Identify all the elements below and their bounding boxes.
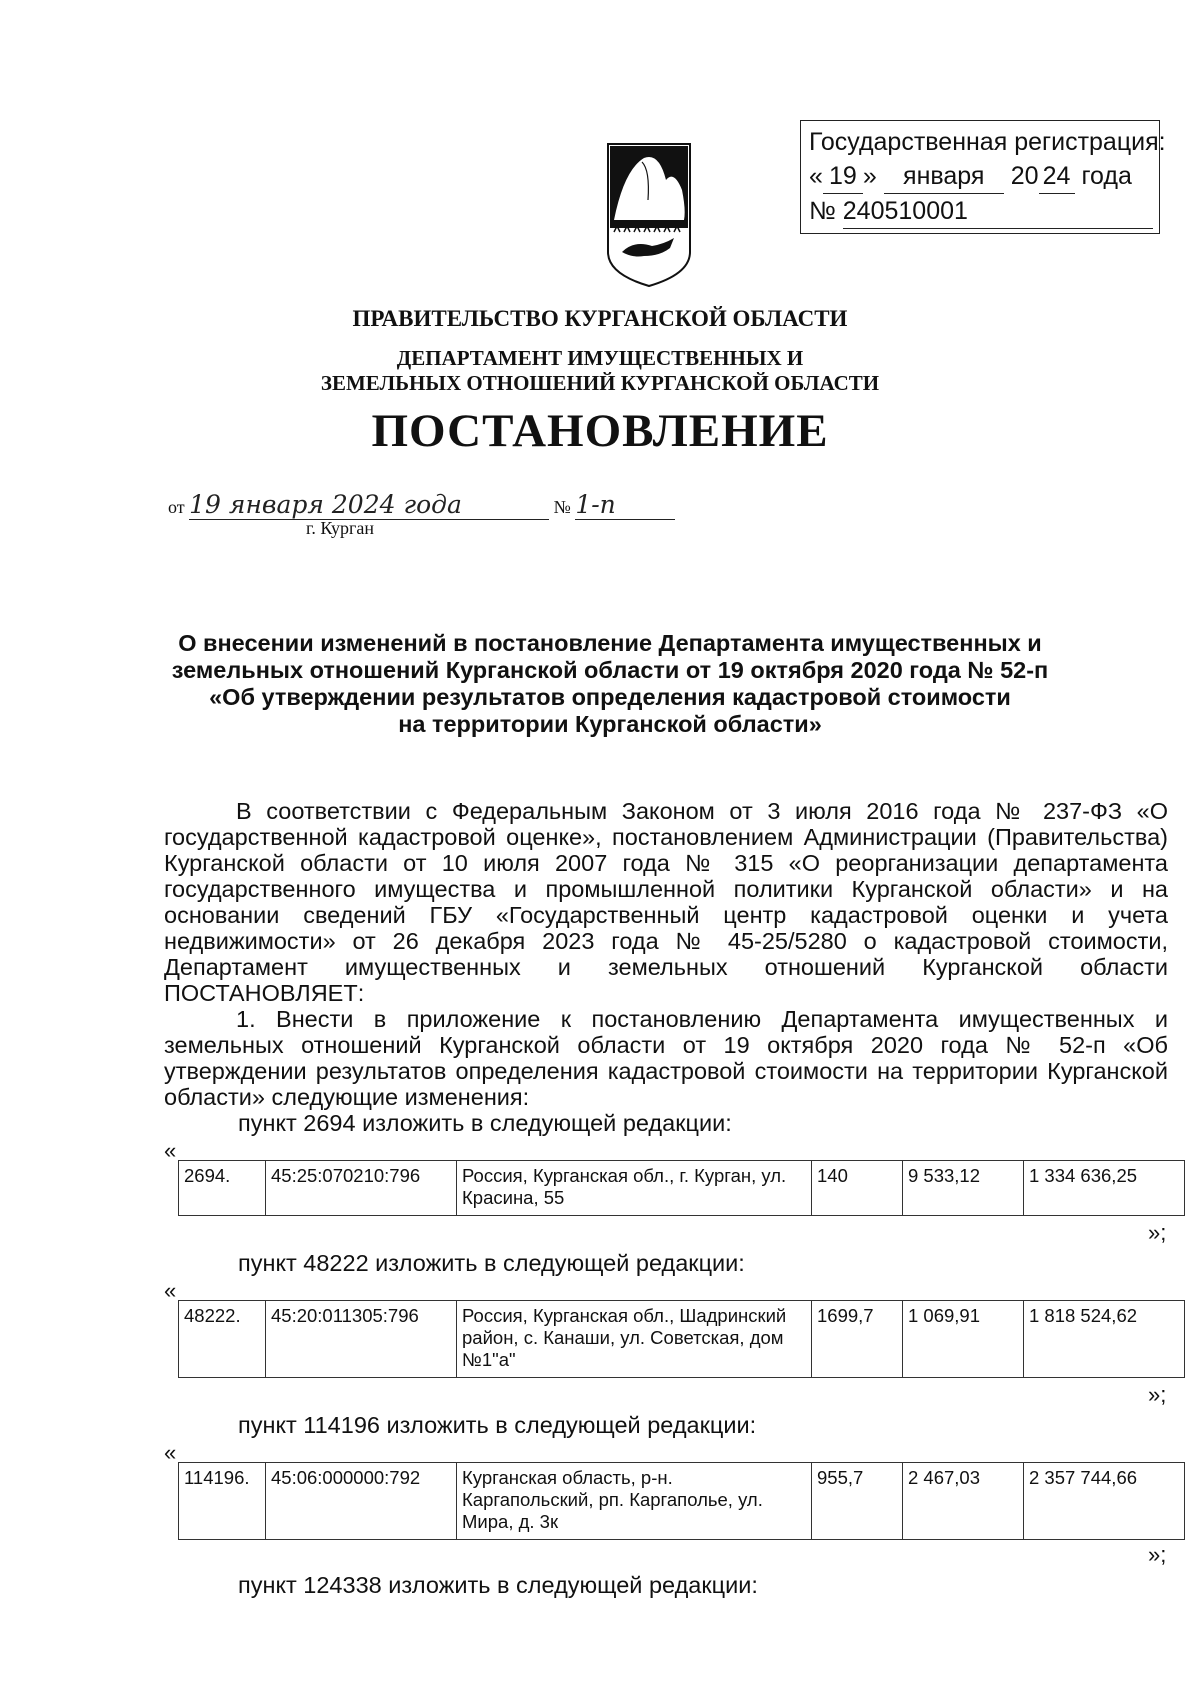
amendment-label: пункт 48222 изложить в следующей редакции:: [238, 1250, 745, 1276]
table-cell-total-value: 1 818 524,62: [1024, 1301, 1185, 1378]
department-name: ДЕПАРТАМЕНТ ИМУЩЕСТВЕННЫХ И ЗЕМЕЛЬНЫХ ОТНОШЕНИЙ КУРГАНСКОЙ ОБЛАСТИ: [320, 346, 880, 395]
table-cell-number: 2694.: [179, 1161, 266, 1216]
table-cell-cadastral: 45:06:000000:792: [266, 1463, 457, 1540]
document-date-line: от 19 января 2024 года № 1-п: [168, 490, 675, 520]
table-cell-cadastral: 45:20:011305:796: [266, 1301, 457, 1378]
city: г. Курган: [306, 518, 375, 538]
table-cell-unit-value: 2 467,03: [903, 1463, 1024, 1540]
registration-day: 19: [823, 159, 863, 194]
amendment-table: [178, 1300, 1185, 1378]
table-cell-address: Россия, Курганская обл., Шадринский район, с. Канаши, ул. Советская, дом №1"а": [457, 1301, 812, 1378]
amendment-label: пункт 114196 изложить в следующей редакции:: [238, 1412, 757, 1438]
coat-of-arms-emblem: [604, 140, 694, 290]
table-cell-area: 1699,7: [812, 1301, 903, 1378]
quote-close: »;: [1148, 1542, 1167, 1567]
table-row: [179, 1161, 1185, 1216]
table-cell-address: Россия, Курганская обл., г. Курган, ул. Красина, 55: [457, 1161, 812, 1216]
item-1-paragraph: 1. Внести в приложение к постановлению Департамента имущественных и земельных отношений Курганской области от 19 октября 2020 года № 52-п «Об утверждении результатов определения кадастровой стоимости на территории Курганской области» следующие изменения:: [164, 1006, 1168, 1110]
registration-date-line: « 19 » января 20 24 года: [809, 159, 1151, 194]
table-cell-area: 140: [812, 1161, 903, 1216]
table-cell-unit-value: 9 533,12: [903, 1161, 1024, 1216]
table-cell-unit-value: 1 069,91: [903, 1301, 1024, 1378]
handwritten-number: 1-п: [575, 490, 675, 520]
table-cell-address: Курганская область, р-н. Каргапольский, рп. Каргаполье, ул. Мира, д. 3к: [457, 1463, 812, 1540]
registration-stamp: [800, 120, 1166, 234]
registration-number-line: № 240510001: [809, 194, 1151, 229]
table-cell-cadastral: 45:25:070210:796: [266, 1161, 457, 1216]
body-text: [164, 798, 1168, 1110]
document-subject: О внесении изменений в постановление Департамента имущественных и земельных отношений Курганской области от 19 октября 2020 года № 52-п «Об утверждении результатов определения кадастровой стоимости на территории Курганской области»: [171, 630, 1049, 737]
table-cell-area: 955,7: [812, 1463, 903, 1540]
document-type-title: ПОСТАНОВЛЕНИЕ: [371, 405, 829, 457]
quote-close: »;: [1148, 1220, 1167, 1245]
quote-open: «: [164, 1278, 177, 1303]
quote-open: «: [164, 1440, 177, 1465]
registration-month: января: [884, 159, 1004, 194]
registration-title: Государственная регистрация:: [809, 128, 1166, 156]
government-name: ПРАВИТЕЛЬСТВО КУРГАНСКОЙ ОБЛАСТИ: [352, 306, 848, 331]
table-row: [179, 1301, 1185, 1378]
quote-close: »;: [1148, 1382, 1167, 1407]
table-cell-total-value: 2 357 744,66: [1024, 1463, 1185, 1540]
preamble-paragraph: В соответствии с Федеральным Законом от 3 июля 2016 года № 237-ФЗ «О государственной кадастровой оценке», постановлением Администрации (Правительства) Курганской области от 10 июля 2007 года № 315 «О реорганизации департамента государственного имущества и промышленной политики Курганской области» и на основании сведений ГБУ «Государственный центр кадастровой оценки и учета недвижимости» от 26 декабря 2023 года № 45-25/5280 о кадастровой стоимости, Департамент имущественных и земельных отношений Курганской области ПОСТАНОВЛЯЕТ:: [164, 798, 1168, 1006]
table-row: [179, 1463, 1185, 1540]
amendment-table: [178, 1462, 1185, 1540]
table-cell-total-value: 1 334 636,25: [1024, 1161, 1185, 1216]
registration-year: 24: [1039, 159, 1075, 194]
amendment-label: пункт 2694 изложить в следующей редакции:: [238, 1110, 732, 1136]
quote-open: «: [164, 1138, 177, 1163]
handwritten-date: 19 января 2024 года: [189, 490, 549, 520]
registration-number: 240510001: [843, 194, 1153, 229]
table-cell-number: 48222.: [179, 1301, 266, 1378]
amendment-label: пункт 124338 изложить в следующей редакции:: [238, 1572, 758, 1598]
table-cell-number: 114196.: [179, 1463, 266, 1540]
amendment-table: [178, 1160, 1185, 1216]
